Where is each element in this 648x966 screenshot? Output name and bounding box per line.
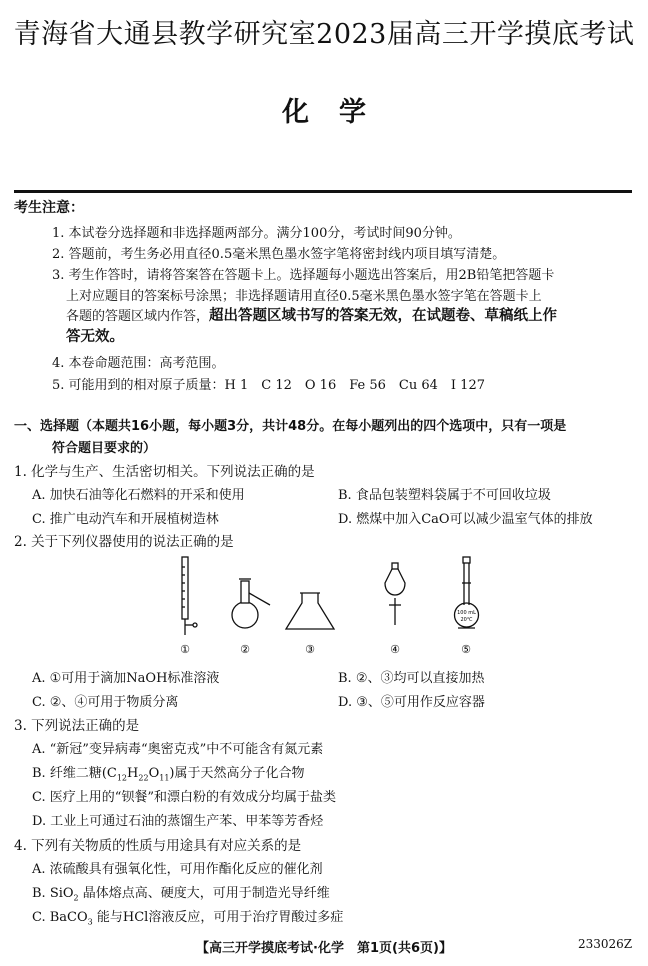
header-divider — [14, 190, 632, 193]
notice-heading: 考生注意： — [14, 200, 84, 216]
question-2-option-c: C. ②、④可用于物质分离 — [32, 695, 179, 710]
q3b-mid-2: O — [148, 766, 160, 781]
question-4-option-c — [32, 906, 343, 927]
question-3-option-d: D. 工业上可通过石油的蒸馏生产苯、甲苯等芳香烃 — [32, 814, 324, 829]
subject-title: 化学 — [282, 97, 396, 128]
q4b-post: 晶体熔点高、硬度大，可用于制造光导纤维 — [78, 886, 330, 901]
notice-item-3-emphasis: 超出答题区域书写的答案无效，在试题卷、草稿纸上作 — [209, 308, 558, 324]
notice-item-1: 1. 本试卷分选择题和非选择题两部分。满分100分，考试时间90分钟。 — [52, 226, 461, 241]
question-4-stem: 4. 下列有关物质的性质与用途具有对应关系的是 — [14, 838, 302, 854]
notice-item-3-plain: 各题的答题区域内作答， — [66, 309, 210, 324]
q4c-pre: C. BaCO — [32, 910, 88, 925]
notice-item-3-cont-2 — [66, 304, 557, 325]
q3b-pre: B. 纤维二糖(C — [32, 766, 117, 781]
question-3-option-b — [32, 762, 305, 783]
question-3-stem: 3. 下列说法正确的是 — [14, 718, 140, 734]
q4b-sub: 2 — [73, 893, 79, 903]
q4b-pre: B. SiO — [32, 886, 74, 901]
apparatus-label-4: ④ — [390, 643, 400, 656]
question-3-option-a: A. “新冠”变异病毒“奥密克戎”中不可能含有氮元素 — [32, 742, 324, 757]
distillation-flask-icon — [232, 579, 270, 628]
apparatus-label-5: ⑤ — [461, 643, 471, 656]
notice-item-2: 2. 答题前，考生务必用直径0.5毫米黑色墨水签字笔将密封线内项目填写清楚。 — [52, 247, 506, 262]
flask-volume-mark: 100 mL — [457, 610, 476, 616]
question-1-option-b: B. 食品包装塑料袋属于不可回收垃圾 — [338, 488, 551, 503]
q3b-sub-1: 12 — [116, 773, 128, 783]
question-4-option-a: A. 浓硫酸具有强氧化性，可用作酯化反应的催化剂 — [32, 862, 323, 877]
question-4-option-b — [32, 882, 330, 903]
exam-title: 青海省大通县教学研究室2023届高三开学摸底考试 — [13, 19, 635, 50]
notice-item-3-emphasis-end: 答无效。 — [66, 329, 124, 345]
apparatus-label-3: ③ — [305, 643, 315, 656]
apparatus-label-2: ② — [240, 643, 250, 656]
q3b-sub-2: 22 — [138, 773, 149, 783]
question-1-option-a: A. 加快石油等化石燃料的开采和使用 — [32, 488, 245, 503]
q3b-sub-3: 11 — [159, 773, 170, 783]
question-1-option-d: D. 燃煤中加入CaO可以减少温室气体的排放 — [338, 512, 593, 527]
flask-temperature-mark: 20℃ — [460, 617, 473, 623]
q4c-sub: 3 — [87, 917, 93, 927]
question-2-option-d: D. ③、⑤可用作反应容器 — [338, 695, 485, 710]
section-heading: 一、选择题（本题共16小题，每小题3分，共计48分。在每小题列出的四个选项中，只有一项是 — [14, 419, 567, 434]
lab-apparatus-figure — [160, 553, 500, 658]
question-2-stem: 2. 关于下列仪器使用的说法正确的是 — [14, 534, 234, 550]
notice-item-3: 3. 考生作答时，请将答案答在答题卡上。选择题每小题选出答案后，用2B铅笔把答题卡 — [52, 268, 555, 283]
notice-item-5: 5. 可能用到的相对原子质量：H 1 C 12 O 16 Fe 56 Cu 64 I 127 — [52, 378, 485, 393]
separatory-funnel-icon — [385, 563, 405, 625]
q3b-post: )属于天然高分子化合物 — [169, 766, 305, 781]
notice-item-3-cont-1: 上对应题目的答案标号涂黑；非选择题请用直径0.5毫米黑色墨水签字笔在答题卡上 — [66, 289, 542, 304]
question-1-option-c: C. 推广电动汽车和开展植树造林 — [32, 512, 219, 527]
q4c-post: 能与HCl溶液反应，可用于治疗胃酸过多症 — [92, 910, 344, 925]
apparatus-label-1: ① — [180, 643, 190, 656]
question-2-option-b: B. ②、③均可以直接加热 — [338, 671, 485, 686]
burette-icon — [182, 557, 197, 635]
q3b-mid-1: H — [127, 766, 139, 781]
notice-item-4: 4. 本卷命题范围：高考范围。 — [52, 356, 225, 371]
section-heading-cont: 符合题目要求的） — [52, 441, 157, 456]
page-footer: 【高三开学摸底考试·化学 第1页(共6页)】 — [196, 941, 452, 956]
conical-flask-icon — [286, 593, 334, 629]
question-1-stem: 1. 化学与生产、生活密切相关。下列说法正确的是 — [14, 464, 315, 480]
paper-code: 233026Z — [578, 937, 633, 951]
question-3-option-c: C. 医疗上用的“钡餐”和漂白粉的有效成分均属于盐类 — [32, 790, 337, 805]
question-2-option-a: A. ①可用于滴加NaOH标准溶液 — [32, 671, 220, 686]
